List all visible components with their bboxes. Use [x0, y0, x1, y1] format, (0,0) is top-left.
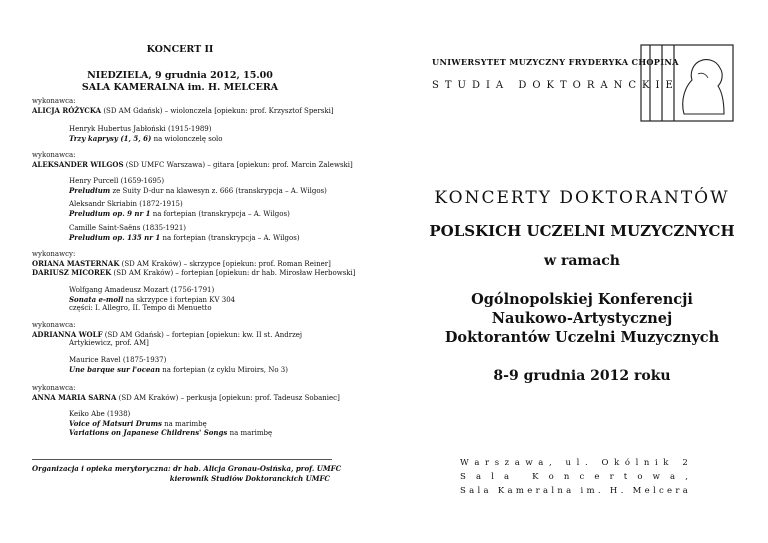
footer-organizer: Organizacja i opieka merytoryczna: dr hab. Alicja Gronau-Osińska, prof. UMFC — [32, 464, 342, 473]
composer: Camille Saint-Saëns (1835-1921) — [69, 224, 187, 232]
concert-label: KONCERT II — [146, 44, 214, 55]
performers-label: wykonawcy: — [32, 250, 76, 258]
work-title: Une barque sur l'ocean na fortepian (z cyklu Miroirs, No 3) — [69, 365, 288, 374]
performer-line: ADRIANNA WOLF (SD AM Gdańsk) – fortepian [opiekun: kw. II st. Andrzej — [32, 330, 303, 339]
performer-line: ORIANA MASTERNAK (SD AM Kraków) – skrzypce [opiekun: prof. Roman Reiner] — [32, 259, 331, 268]
composer: Henry Purcell (1659-1695) — [69, 177, 165, 185]
performer-line: DARIUSZ MICOREK (SD AM Kraków) – fortepian [opiekun: dr hab. Mirosław Herbowski] — [32, 268, 356, 277]
work-title: Preludium ze Suity D-dur na klawesyn z. 666 (transkrypcja – A. Wilgos) — [69, 186, 327, 195]
concert-hall: SALA KAMERALNA im. H. MELCERA — [81, 82, 279, 93]
conference-line-2: Naukowo-Artystycznej — [491, 310, 673, 327]
performer-line: ANNA MARIA SARNA (SD AM Kraków) – perkusja [opiekun: prof. Tadeusz Sobaniec] — [32, 393, 340, 402]
main-title: KONCERTY DOKTORANTÓW — [434, 188, 730, 208]
w-ramach: w ramach — [544, 253, 620, 269]
work-title: Variations on Japanese Childrens' Songs na marimbę — [69, 428, 273, 437]
performers-label: wykonawca: — [32, 97, 76, 105]
concert-date: NIEDZIELA, 9 grudnia 2012, 15.00 — [87, 70, 273, 81]
performers-label: wykonawca: — [32, 151, 76, 159]
performer-line-cont: Artykiewicz, prof. AM] — [69, 339, 149, 347]
main-subtitle: POLSKICH UCZELNI MUZYCZNYCH — [429, 222, 735, 240]
address-line: S a l a K a m e r a l n a i m . H . M e l c e r a — [460, 486, 688, 496]
university-name: UNIWERSYTET MUZYCZNY FRYDERYKA CHOPINA — [432, 57, 679, 67]
composer: Wolfgang Amadeusz Mozart (1756-1791) — [69, 286, 215, 294]
performers-label: wykonawca: — [32, 384, 76, 392]
composer: Aleksandr Skriabin (1872-1915) — [69, 200, 183, 208]
composer: Keiko Abe (1938) — [69, 410, 131, 418]
conference-line-1: Ogólnopolskiej Konferencji — [471, 291, 693, 308]
work-title: Preludium op. 9 nr 1 na fortepian (transkrypcja – A. Wilgos) — [69, 209, 290, 218]
address-line: S a l a K o n c e r t o w a , — [460, 472, 688, 482]
footer-head: kierownik Studiów Doktoranckich UMFC — [169, 474, 330, 483]
address-block — [460, 458, 688, 496]
composer: Maurice Ravel (1875-1937) — [69, 356, 167, 364]
conference-dates: 8-9 grudnia 2012 roku — [493, 368, 671, 384]
address-line: W a r s z a w a , u l . O k ó l n i k 2 — [460, 458, 688, 468]
performers-label: wykonawca: — [32, 321, 76, 329]
composer: Henryk Hubertus Jabłoński (1915-1989) — [69, 125, 212, 133]
performer-line: ALEKSANDER WILGOS (SD UMFC Warszawa) – gitara [opiekun: prof. Marcin Zalewski] — [32, 160, 353, 169]
performer-line: ALICJA RÓŻYCKA (SD AM Gdańsk) – wiolonczela [opiekun: prof. Krzysztof Sperski] — [32, 106, 334, 115]
work-title: Sonata e-moll na skrzypce i fortepian KV 304 — [69, 295, 236, 304]
work-title: Preludium op. 135 nr 1 na fortepian (transkrypcja – A. Wilgos) — [69, 233, 300, 242]
conference-line-3: Doktorantów Uczelni Muzycznych — [444, 329, 720, 346]
work-title: Voice of Matsuri Drums na marimbę — [69, 419, 207, 428]
footer-divider — [32, 459, 332, 460]
studia-doktoranckie: STUDIA DOKTORANCKIE — [432, 80, 679, 91]
work-parts: części: I. Allegro, II. Tempo di Menuetto — [69, 304, 212, 312]
work-title: Trzy kaprysy (1, 5, 6) na wiolonczelę solo — [69, 134, 223, 143]
chopin-logo-icon — [640, 44, 734, 122]
